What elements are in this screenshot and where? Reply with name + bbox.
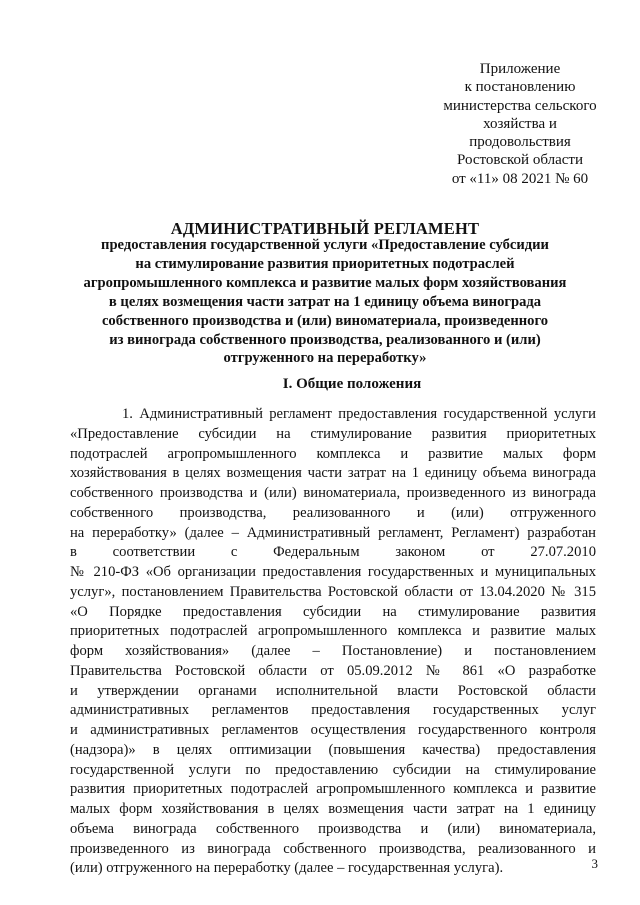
- document-subtitle: [60, 236, 590, 368]
- paragraph-line: собственного производства, реализованного и (или) отгруженного: [70, 504, 596, 521]
- appendix-line: продовольствия: [469, 134, 571, 151]
- subtitle-line: агропромышленного комплекса и развитие малых форм хозяйствования: [83, 274, 567, 291]
- paragraph-line: форм хозяйствования» (далее – Постановление) и постановлением: [70, 643, 596, 659]
- paragraph-line: Правительства Ростовской области от 05.09.2012 № 861 «О разработке: [70, 662, 596, 679]
- appendix-line: министерства сельского: [443, 97, 597, 114]
- appendix-line: от «11» 08 2021 № 60: [451, 170, 589, 187]
- paragraph-line: 1. Административный регламент предоставления государственной услуги: [122, 406, 596, 422]
- paragraph-line: собственного производства и (или) виноматериала, произведенного из винограда: [70, 485, 596, 501]
- page-number: 3: [591, 856, 598, 871]
- paragraph-line: в соответствии с Федеральным законом от 27.07.2010: [70, 544, 596, 561]
- paragraph-line: «О Порядке предоставления субсидии на стимулирование развития: [70, 603, 596, 620]
- paragraph-line: и утверждении органами исполнительной власти Ростовской области: [70, 682, 596, 699]
- paragraph-line: хозяйствования в целях возмещения части затрат на 1 единицу объема винограда: [70, 465, 596, 482]
- subtitle-line: в целях возмещения части затрат на 1 единицу объема винограда: [108, 293, 542, 310]
- subtitle-line: предоставления государственной услуги «Предоставление субсидии: [101, 237, 549, 253]
- paragraph-line: государственной услуги по предоставлению субсидии на стимулирование: [70, 761, 596, 778]
- paragraph-line: развития приоритетных подотраслей агропромышленного комплекса и развитие: [70, 781, 596, 798]
- subtitle-line: отгруженного на переработку»: [223, 350, 427, 367]
- appendix-block: [410, 60, 630, 188]
- paragraph-line: приоритетных подотраслей агропромышленного комплекса и развитие малых: [70, 623, 596, 640]
- paragraph-body: [70, 405, 596, 879]
- appendix-line: Приложение: [479, 61, 561, 77]
- paragraph-line: произведенного из винограда собственного производства, реализованного и: [70, 840, 596, 857]
- appendix-line: Ростовской области: [457, 152, 583, 169]
- paragraph-line: административных регламентов предоставления государственных услуг: [70, 702, 596, 719]
- paragraph-line: и административных регламентов осуществления государственного контроля: [70, 722, 596, 738]
- paragraph-line: № 210-ФЗ «Об организации предоставления государственных и муниципальных: [70, 564, 596, 580]
- paragraph-line: малых форм хозяйствования в целях возмещения части затрат на 1 единицу: [70, 801, 596, 817]
- paragraph-line: объема винограда собственного производства и (или) виноматериала,: [70, 820, 596, 837]
- paragraph-line: подотраслей агропромышленного комплекса и развитие малых форм: [70, 445, 596, 462]
- paragraph-line: услуг», постановлением Правительства Ростовской области от 13.04.2020 № 315: [70, 583, 596, 600]
- paragraph-line: на переработку» (далее – Административный регламент, Регламент) разработан: [70, 524, 596, 541]
- subtitle-line: на стимулирование развития приоритетных подотраслей: [135, 255, 515, 272]
- document-title-text: АДМИНИСТРАТИВНЫЙ РЕГЛАМЕНТ: [170, 219, 480, 238]
- paragraph-line: (надзора)» в целях оптимизации (повышения качества) предоставления: [70, 741, 596, 758]
- section-heading-text: I. Общие положения: [282, 376, 422, 392]
- appendix-line: хозяйства и: [483, 115, 557, 132]
- paragraph-line: «Предоставление субсидии на стимулирование развития приоритетных: [70, 425, 596, 442]
- section-heading: [0, 375, 640, 393]
- subtitle-line: собственного производства и (или) виноматериала, произведенного: [101, 312, 549, 329]
- paragraph-line: (или) отгруженного на переработку (далее – государственная услуга).: [70, 860, 504, 877]
- subtitle-line: из винограда собственного производства, реализованного и (или): [109, 331, 541, 348]
- appendix-line: к постановлению: [464, 79, 576, 96]
